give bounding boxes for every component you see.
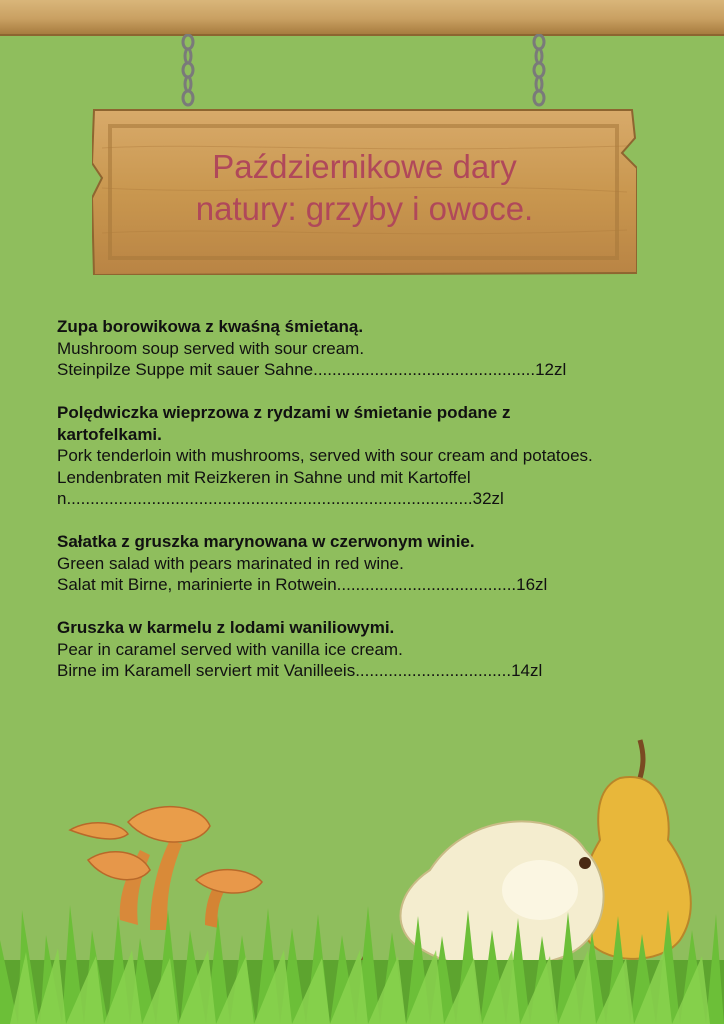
pear-icon	[362, 740, 691, 968]
decor-illustration	[0, 730, 724, 1024]
dish-name-polish: Zupa borowikowa z kwaśną śmietaną.	[57, 317, 364, 336]
dish-description-english: Mushroom soup served with sour cream.	[57, 338, 365, 358]
menu-item	[57, 531, 657, 596]
dish-description-english: Pork tenderloin with mushrooms, served with sour cream and potatoes.	[57, 446, 593, 465]
menu-list	[57, 316, 657, 703]
dish-name-polish: Gruszka w karmelu z lodami waniliowymi.	[57, 618, 395, 637]
dish-name-polish: Sałatka z gruszka marynowana w czerwonym winie.	[57, 532, 475, 551]
wooden-beam	[0, 0, 724, 36]
menu-item	[57, 617, 657, 682]
menu-item	[57, 402, 657, 510]
chain-left-icon	[181, 34, 195, 108]
dish-description-german-price: Birne im Karamell serviert mit Vanilleeis.................................14zl	[57, 661, 543, 680]
dish-description-english: Green salad with pears marinated in red wine.	[57, 553, 404, 573]
dish-description-english: Pear in caramel served with vanilla ice cream.	[57, 639, 403, 659]
dish-name-polish: Polędwiczka wieprzowa z rydzami w śmietanie podane z kartofelkami.	[57, 403, 511, 444]
dish-description-german-price: Steinpilze Suppe mit sauer Sahne...............................................12zl	[57, 360, 567, 379]
menu-item	[57, 316, 657, 381]
chain-right-icon	[532, 34, 546, 108]
sign-title-line-2: natury: grzyby i owoce.	[195, 190, 534, 227]
dish-description-german-price: Lendenbraten mit Reizkeren in Sahne und mit Kartoffeln......................................................................................32zl	[57, 467, 504, 508]
sign-title-line-1: Październikowe dary	[212, 148, 517, 185]
chanterelle-mushrooms-icon	[70, 807, 262, 930]
dish-description-german-price: Salat mit Birne, marinierte in Rotwein......................................16zl	[57, 575, 548, 594]
sign-title	[92, 146, 637, 230]
